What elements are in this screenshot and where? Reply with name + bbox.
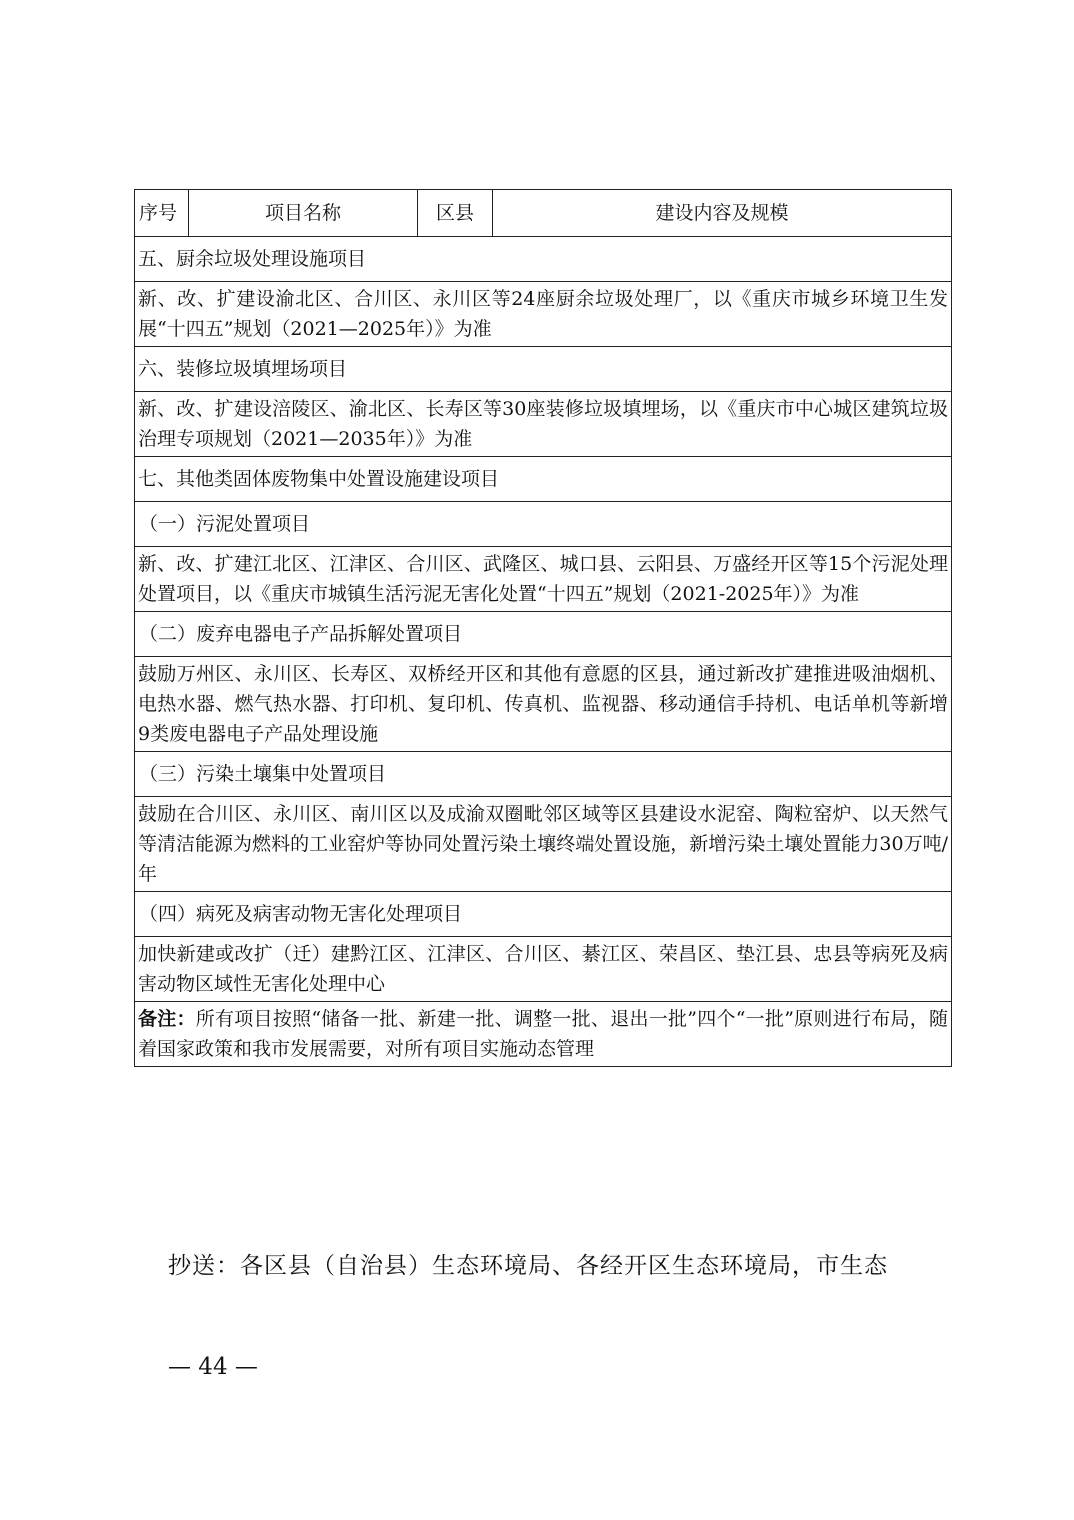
subsection-title-e-waste: （二）废弃电器电子产品拆解处置项目 <box>135 612 952 657</box>
note-label: 备注： <box>138 1008 196 1030</box>
section-row <box>135 347 952 392</box>
header-project-name: 项目名称 <box>189 190 418 237</box>
subsection-body-e-waste: 鼓励万州区、永川区、长寿区、双桥经开区和其他有意愿的区县，通过新改扩建推进吸油烟机、电热水器、燃气热水器、打印机、复印机、传真机、监视器、移动通信手持机、电话单机等新增9类废电器电子产品处理设施 <box>135 657 952 752</box>
section-title-other-solid-waste: 七、其他类固体废物集中处置设施建设项目 <box>135 457 952 502</box>
subsection-title-animal: （四）病死及病害动物无害化处理项目 <box>135 892 952 937</box>
section-body-decoration-waste: 新、改、扩建设涪陵区、渝北区、长寿区等30座装修垃圾填埋场，以《重庆市中心城区建筑垃圾治理专项规划（2021—2035年）》为准 <box>135 392 952 457</box>
section-row <box>135 457 952 502</box>
table-row <box>135 547 952 612</box>
section-title-decoration-waste: 六、装修垃圾填埋场项目 <box>135 347 952 392</box>
subsection-row <box>135 502 952 547</box>
subsection-title-sludge: （一）污泥处置项目 <box>135 502 952 547</box>
section-title-kitchen-waste: 五、厨余垃圾处理设施项目 <box>135 237 952 282</box>
note-cell <box>135 1002 952 1067</box>
carbon-copy-line: 抄送：各区县（自治县）生态环境局、各经开区生态环境局，市生态 <box>168 1253 888 1279</box>
subsection-title-soil: （三）污染土壤集中处置项目 <box>135 752 952 797</box>
project-table <box>134 189 952 1067</box>
note-text: 所有项目按照“储备一批、新建一批、调整一批、退出一批”四个“一批”原则进行布局，随着国家政策和我市发展需要，对所有项目实施动态管理 <box>138 1008 948 1060</box>
subsection-body-soil: 鼓励在合川区、永川区、南川区以及成渝双圈毗邻区域等区县建设水泥窑、陶粒窑炉、以天然气等清洁能源为燃料的工业窑炉等协同处置污染土壤终端处置设施，新增污染土壤处置能力30万吨/年 <box>135 797 952 892</box>
section-row <box>135 237 952 282</box>
subsection-row <box>135 892 952 937</box>
note-row <box>135 1002 952 1067</box>
table-row <box>135 797 952 892</box>
header-district: 区县 <box>418 190 493 237</box>
header-serial-number: 序号 <box>135 190 189 237</box>
table-header-row <box>135 190 952 237</box>
table-row <box>135 392 952 457</box>
table-row <box>135 937 952 1002</box>
page-number: — 44 — <box>168 1354 258 1380</box>
subsection-body-sludge: 新、改、扩建江北区、江津区、合川区、武隆区、城口县、云阳县、万盛经开区等15个污泥处理处置项目，以《重庆市城镇生活污泥无害化处置“十四五”规划（2021-2025年）》为准 <box>135 547 952 612</box>
subsection-row <box>135 612 952 657</box>
table-row <box>135 282 952 347</box>
section-body-kitchen-waste: 新、改、扩建设渝北区、合川区、永川区等24座厨余垃圾处理厂，以《重庆市城乡环境卫生发展“十四五”规划（2021—2025年）》为准 <box>135 282 952 347</box>
header-content-scale: 建设内容及规模 <box>493 190 952 237</box>
subsection-body-animal: 加快新建或改扩（迁）建黔江区、江津区、合川区、綦江区、荣昌区、垫江县、忠县等病死及病害动物区域性无害化处理中心 <box>135 937 952 1002</box>
subsection-row <box>135 752 952 797</box>
table-row <box>135 657 952 752</box>
